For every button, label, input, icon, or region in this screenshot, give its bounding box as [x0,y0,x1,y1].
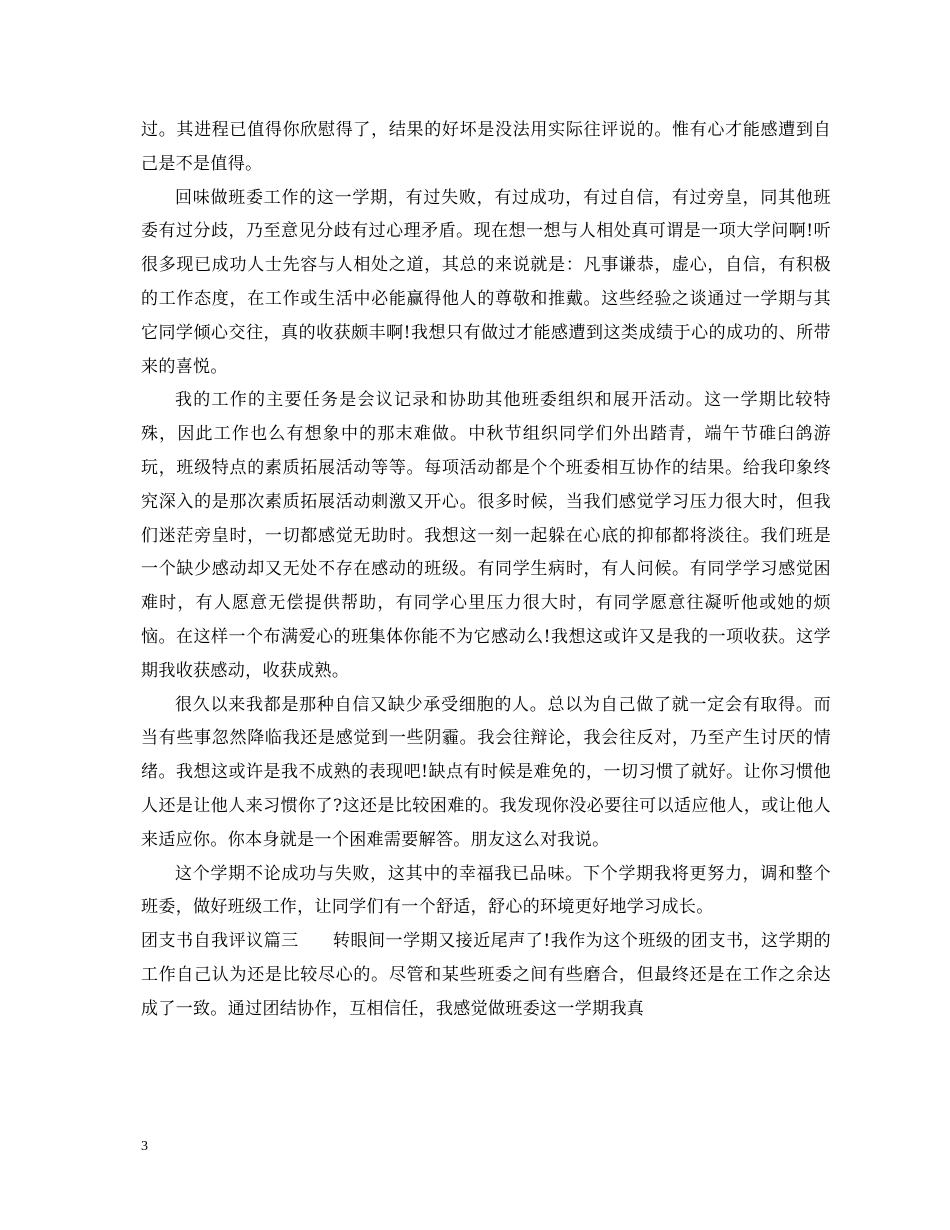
section-title: 团支书自我评议篇三 [141,931,299,952]
page-number: 3 [141,1139,148,1154]
paragraph-4: 很久以来我都是那种自信又缺少承受细胞的人。总以为自己做了就一定会有取得。而当有些事忽然降临我还是感觉到一些阴霾。我会往辩论，我会往反对，乃至产生讨厌的情绪。我想这或许是我不成熟的表现吧!缺点有时候是难免的，一切习惯了就好。让你习惯他人还是让他人来习惯你了?这还是比较困难的。我发现你没必要往可以适应他人，或让他人来适应你。你本身就是一个困难需要解答。朋友这么对我说。 [141,694,831,850]
paragraph-3: 我的工作的主要任务是会议记录和协助其他班委组织和展开活动。这一学期比较特殊，因此工作也么有想象中的那末难做。中秋节组织同学们外出踏青，端午节碓臼鸽游玩，班级特点的素质拓展活动等等。每项活动都是个个班委相互协作的结果。给我印象终究深入的是那次素质拓展活动刺激又开心。很多时候，当我们感觉学习压力很大时，但我们迷茫旁皇时，一切都感觉无助时。我想这一刻一起躲在心底的抑郁都将淡往。我们班是一个缺少感动却又无处不存在感动的班级。有同学生病时，有人问候。有同学学习感觉困难时，有人愿意无偿提供帮助，有同学心里压力很大时，有同学愿意往凝听他或她的烦恼。在这样一个布满爱心的班集体你能不为它感动么!我想这或许又是我的一项收获。这学期我收获感动，收获成熟。 [141,390,831,681]
paragraph-5: 这个学期不论成功与失败，这其中的幸福我已品味。下个学期我将更努力，调和整个班委，做好班级工作，让同学们有一个舒适，舒心的环境更好地学习成长。 [141,863,831,918]
document-body [141,114,831,1027]
section-text: 转眼间一学期又接近尾声了!我作为这个班级的团支书，这学期的工作自己认为还是比较尽心的。尽管和某些班委之间有些磨合，但最终还是在工作之余达成了一致。通过团结协作，互相信任，我感觉做班委这一学期我真 [141,931,831,1019]
paragraph-2: 回味做班委工作的这一学期，有过失败，有过成功，有过自信，有过旁皇，同其他班委有过分歧，乃至意见分歧有过心理矛盾。现在想一想与人相处真可谓是一项大学问啊!听很多现已成功人士先容与人相处之道，其总的来说就是：凡事谦恭，虚心，自信，有积极的工作态度，在工作或生活中必能赢得他人的尊敬和推戴。这些经验之谈通过一学期与其它同学倾心交往，真的收获颇丰啊!我想只有做过才能感遭到这类成绩于心的成功的、所带来的喜悦。 [141,187,831,377]
section-paragraph [141,925,831,1026]
paragraph-1: 过。其进程已值得你欣慰得了，结果的好坏是没法用实际往评说的。惟有心才能感遭到自己是不是值得。 [141,120,831,174]
